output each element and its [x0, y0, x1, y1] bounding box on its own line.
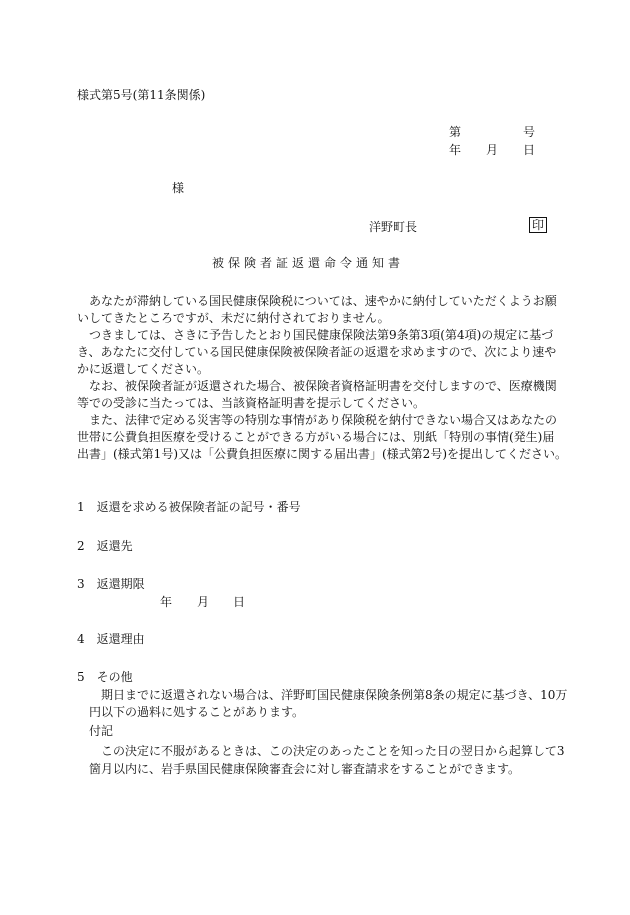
body-line: また、法律で定める災害等の特別な事情があり保険税を納付できない場合又はあなたの: [89, 413, 558, 427]
body-line: 世帯に公費負担医療を受けることができる方がいる場合には、別紙「特別の事情(発生)届: [77, 430, 555, 444]
note-line: この決定に不服があるときは、この決定のあったことを知った日の翌日から起算して3: [101, 744, 565, 758]
note-label: 付記: [89, 724, 114, 738]
deadline-year: 年: [160, 595, 173, 609]
deadline-day: 日: [233, 595, 246, 609]
item-5-line: 円以下の過料に処することがあります。: [89, 705, 305, 719]
number-prefix: 第: [449, 125, 462, 139]
body-line: あなたが滞納している国民健康保険税については、速やかに納付していただくようお願: [89, 294, 557, 308]
addressee-suffix: 様: [172, 181, 185, 195]
official-seal: 印: [529, 217, 547, 233]
body-line: かに返還してください。: [77, 362, 210, 376]
item-3: 3 返還期限: [77, 577, 145, 591]
body-line: いしてきたところですが、未だに納付されておりません。: [77, 311, 390, 325]
item-5-line: 期日までに返還されない場合は、洋野町国民健康保険条例第8条の規定に基づき、10万: [101, 688, 568, 702]
body-line: 出書」(様式第1号)又は「公費負担医療に関する届出書」(様式第2号)を提出してください。: [77, 447, 567, 461]
form-label: 様式第5号(第11条関係): [77, 88, 206, 102]
body-line: なお、被保険者証が返還された場合、被保険者資格証明書を交付しますので、医療機関: [89, 379, 557, 393]
item-1: 1 返還を求める被保険者証の記号・番号: [77, 500, 301, 514]
date-month: 月: [486, 143, 499, 157]
issuer-name: 洋野町長: [369, 220, 418, 234]
body-line: つきましては、さきに予告したとおり国民健康保険法第9条第3項(第4項)の規定に基づ: [89, 328, 554, 342]
document-title: 被保険者証返還命令通知書: [212, 256, 405, 270]
item-2: 2 返還先: [77, 539, 133, 553]
body-line: 等での受診に当たっては、当該資格証明書を提示してください。: [77, 396, 426, 410]
item-5: 5 その他: [77, 670, 133, 684]
item-4: 4 返還理由: [77, 632, 145, 646]
note-line: 箇月以内に、岩手県国民健康保険審査会に対し審査請求をすることができます。: [89, 762, 521, 776]
deadline-month: 月: [197, 595, 210, 609]
date-year: 年: [449, 143, 462, 157]
body-line: き、あなたに交付している国民健康保険被保険者証の返還を求めますので、次により速や: [77, 345, 557, 359]
date-day: 日: [523, 143, 536, 157]
number-suffix: 号: [523, 125, 536, 139]
